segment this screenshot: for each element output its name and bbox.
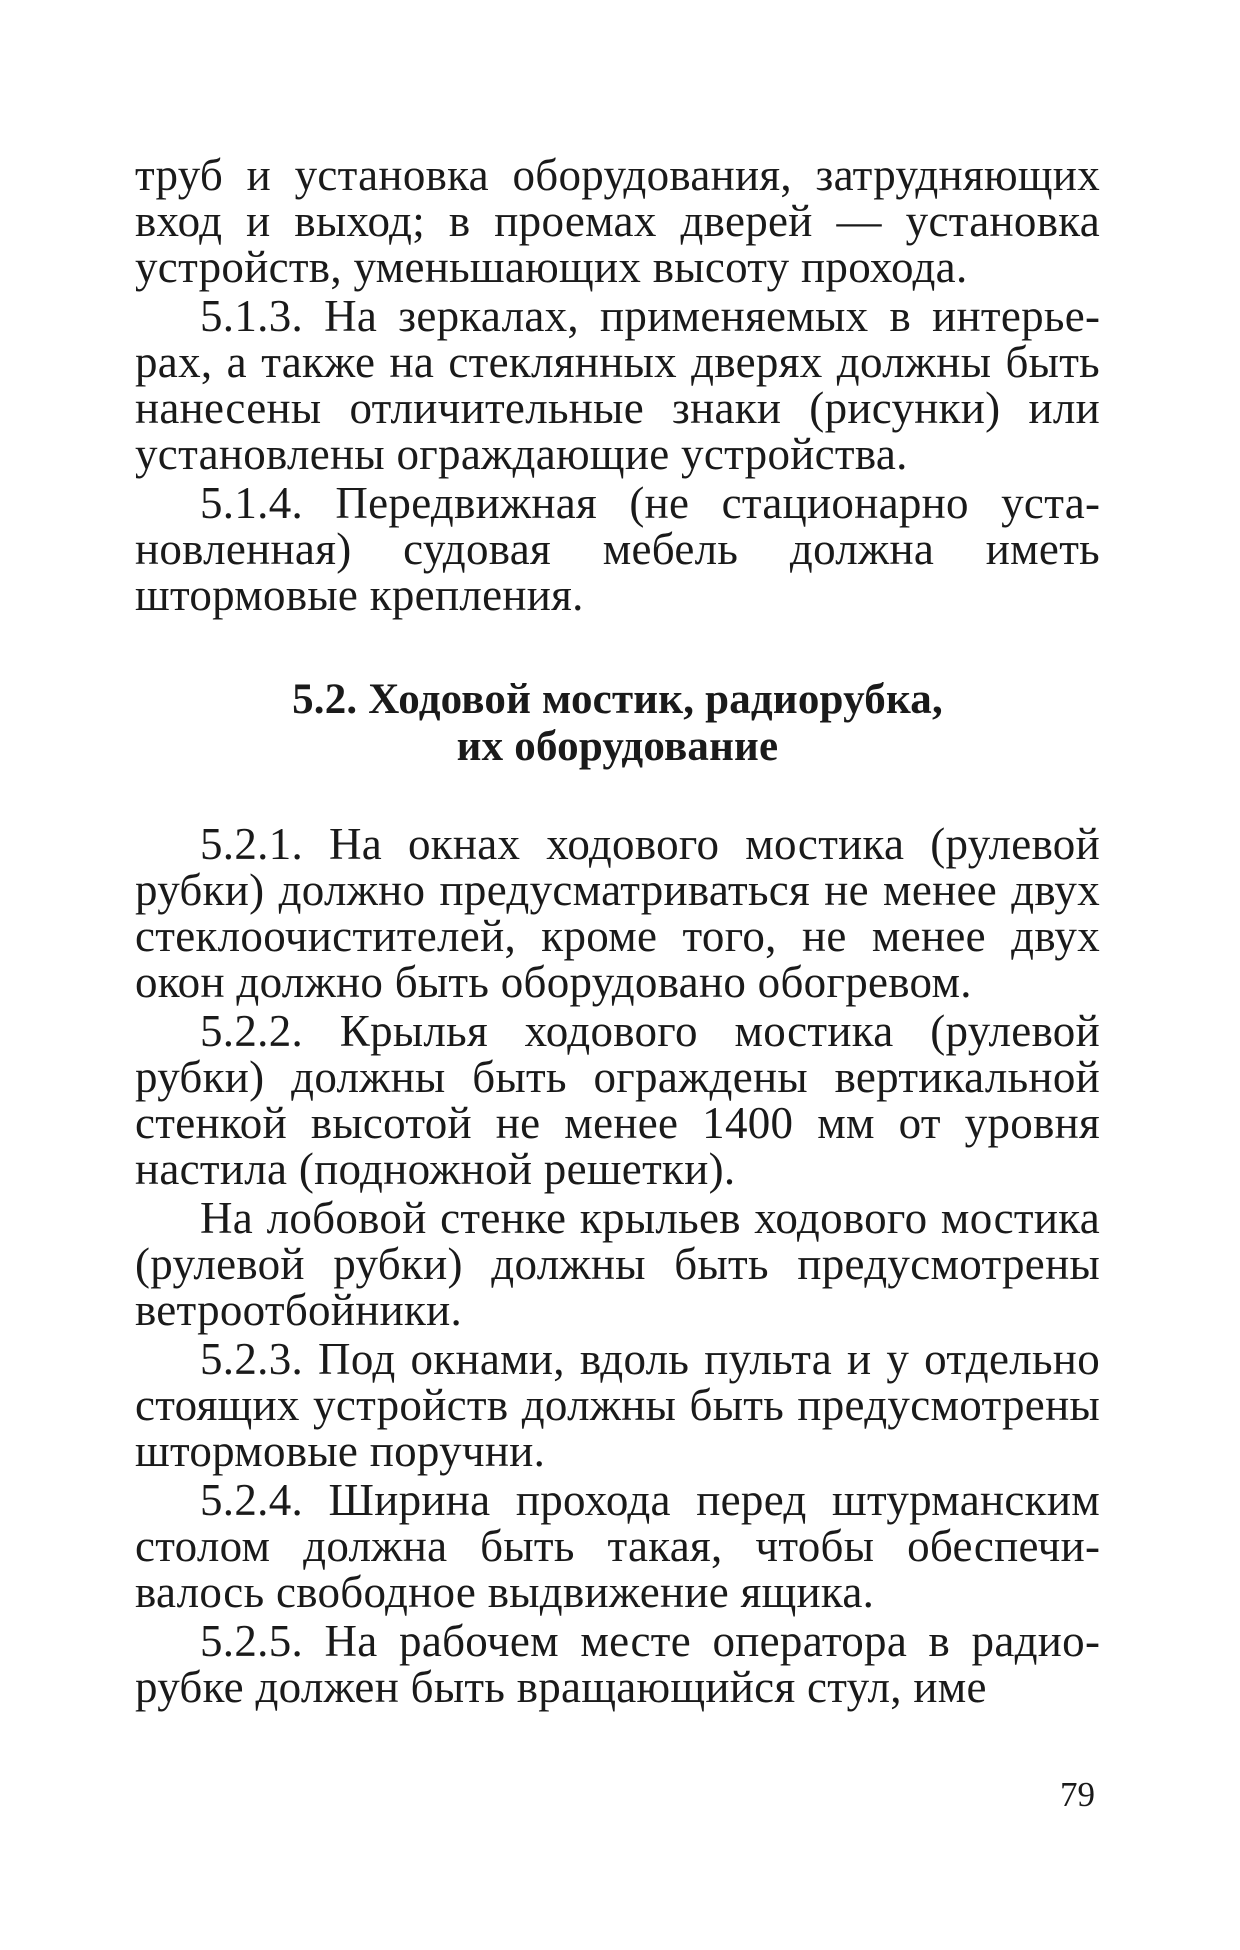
document-page bbox=[135, 152, 1100, 1713]
paragraph-5-2-5: 5.2.5. На рабочем месте оператора в радиорубке должен быть вращающийся стул, име bbox=[135, 1616, 1100, 1712]
paragraph-5-1-3: 5.1.3. На зеркалах, применяемых в интерьерах, а также на стеклянных дверях должны быть нанесены отличительные знаки (рисунки) или установлены ограждающие устройства. bbox=[135, 291, 1100, 479]
section-heading-line-1: 5.2. Ходовой мостик, радиорубка, bbox=[292, 676, 943, 723]
section-heading bbox=[135, 676, 1100, 770]
page-number: 79 bbox=[1060, 1775, 1095, 1814]
paragraph-5-2-1: 5.2.1. На окнах ходового мостика (рулевой рубки) должно предусматриваться не менее двух стеклоочистителей, кроме того, не менее двух окон должно быть оборудовано обогревом. bbox=[135, 819, 1100, 1007]
paragraph-5-2-4: 5.2.4. Ширина прохода перед штурманским столом должна быть такая, чтобы обеспечивалось свободное выдвижение ящика. bbox=[135, 1475, 1100, 1617]
paragraph-5-2-2: 5.2.2. Крылья ходового мостика (рулевой рубки) должны быть ограждены вертикальной стенкой высотой не менее 1400 мм от уровня настила (подножной решетки). bbox=[135, 1006, 1100, 1194]
paragraph-5-2-3: 5.2.3. Под окнами, вдоль пульта и у отдельно стоящих устройств должны быть предусмотрены штормовые поручни. bbox=[135, 1334, 1100, 1476]
paragraph-5-2-2-continued: На лобовой стенке крыльев ходового мостика (рулевой рубки) должны быть предусмотрены ветроотбойники. bbox=[135, 1193, 1100, 1335]
paragraph-5-1-4: 5.1.4. Передвижная (не стационарно установленная) судовая мебель должна иметь штормовые крепления. bbox=[135, 478, 1100, 620]
paragraph-continuation: труб и установка оборудования, затрудняющих вход и выход; в проемах дверей — установка устройств, уменьшающих высоту прохода. bbox=[135, 150, 1100, 292]
section-heading-line-2: их оборудование bbox=[456, 723, 779, 770]
